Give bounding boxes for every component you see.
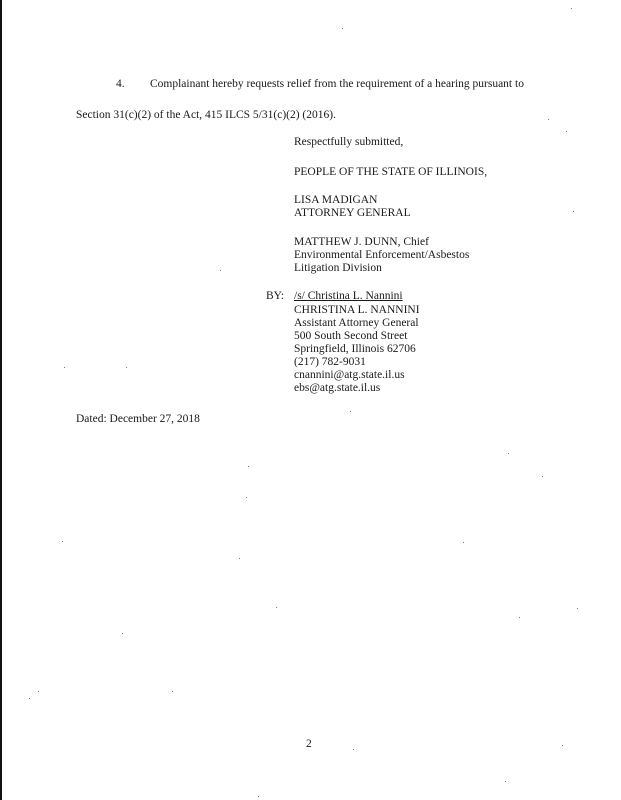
scan-speck xyxy=(342,28,343,29)
signer-contact-block xyxy=(294,304,420,395)
scan-speck xyxy=(353,749,354,750)
scan-speck xyxy=(122,633,123,634)
dated-line: Dated: December 27, 2018 xyxy=(76,413,200,425)
by-label: BY: xyxy=(266,290,285,302)
scan-speck xyxy=(172,691,173,692)
scan-speck xyxy=(38,691,39,692)
scan-speck xyxy=(505,781,506,782)
scan-speck xyxy=(248,466,249,467)
closing-text: Respectfully submitted, xyxy=(294,136,404,148)
division-chief-block xyxy=(294,236,469,275)
scan-speck xyxy=(463,542,464,543)
signer-name: CHRISTINA L. NANNINI xyxy=(294,304,420,316)
scan-speck xyxy=(64,367,65,368)
scan-speck xyxy=(62,541,63,542)
scan-speck xyxy=(519,617,520,618)
scan-speck xyxy=(246,497,247,498)
scan-speck xyxy=(577,608,578,609)
signature-block xyxy=(294,290,403,303)
scan-speck xyxy=(571,8,572,9)
scan-speck xyxy=(220,270,221,271)
signer-email-1: cnannini@atg.state.il.us xyxy=(294,369,405,381)
division-line-1: Environmental Enforcement/Asbestos xyxy=(294,249,470,261)
signer-phone: (217) 782-9031 xyxy=(294,356,366,368)
scan-speck xyxy=(573,211,574,212)
scan-speck xyxy=(508,453,509,454)
paragraph-continuation: Section 31(c)(2) of the Act, 415 ILCS 5/31(c)(2) (2016). xyxy=(76,109,336,121)
electronic-signature: /s/ Christina L. Nannini xyxy=(294,290,403,302)
scan-speck xyxy=(29,698,30,699)
paragraph-text: Complainant hereby requests relief from the requirement of a hearing pursuant to xyxy=(150,78,524,90)
page-left-edge xyxy=(0,0,2,800)
scan-speck xyxy=(258,796,259,797)
scan-speck xyxy=(276,607,277,608)
scan-speck xyxy=(542,476,543,477)
scan-speck xyxy=(350,411,351,412)
scan-speck xyxy=(562,745,563,746)
attorney-general-name: LISA MADIGAN xyxy=(294,194,378,206)
signer-street: 500 South Second Street xyxy=(294,330,408,342)
party-block xyxy=(294,166,487,179)
division-chief-name: MATTHEW J. DUNN, Chief xyxy=(294,236,429,248)
scan-speck xyxy=(239,558,240,559)
party-name: PEOPLE OF THE STATE OF ILLINOIS, xyxy=(294,166,488,178)
scan-speck xyxy=(548,119,549,120)
scan-speck xyxy=(566,131,567,132)
attorney-general-block xyxy=(294,194,411,220)
division-line-2: Litigation Division xyxy=(294,262,382,274)
scan-speck xyxy=(126,367,127,368)
attorney-general-title: ATTORNEY GENERAL xyxy=(294,207,411,219)
page-number: 2 xyxy=(306,738,312,750)
paragraph-number: 4. xyxy=(116,78,125,90)
signer-email-2: ebs@atg.state.il.us xyxy=(294,382,381,394)
closing-block xyxy=(294,136,403,149)
signer-title: Assistant Attorney General xyxy=(294,317,419,329)
signer-city: Springfield, Illinois 62706 xyxy=(294,343,416,355)
